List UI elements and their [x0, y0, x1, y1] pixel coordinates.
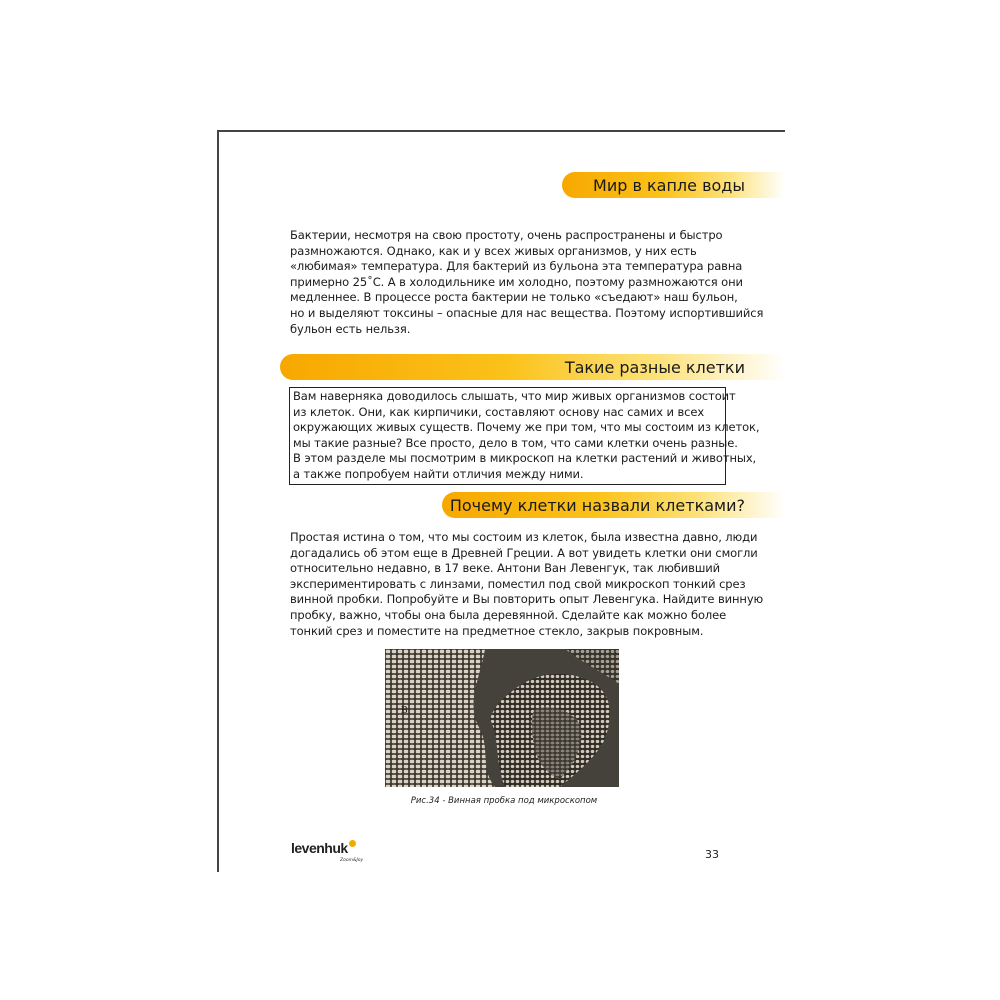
text-line: мы такие разные? Все просто, дело в том, что сами клетки очень разные.	[293, 435, 738, 450]
brand-logo	[291, 840, 356, 856]
text-line: догадались об этом еще в Древней Греции. А вот увидеть клетки они смогли	[290, 545, 758, 560]
paragraph-intro-box	[289, 387, 760, 485]
section-banner-water-drop	[562, 172, 785, 198]
logo-dot-icon	[349, 840, 356, 847]
text-line: окружающих живых существ. Почему же при том, что мы состоим из клеток,	[293, 420, 760, 435]
text-line: бульон есть нельзя.	[290, 321, 411, 336]
paragraph-why-cells	[290, 530, 763, 639]
section-banner-different-cells	[280, 354, 785, 380]
text-line: «любимая» температура. Для бактерий из бульона эта температура равна	[290, 259, 743, 274]
logo-tagline: Zoom&Joy	[340, 858, 364, 863]
text-line: Бактерии, несмотря на свою простоту, очень распространены и быстро	[290, 228, 723, 242]
document-page	[217, 130, 785, 872]
text-line: медленнее. В процессе роста бактерии не только «съедают» наш бульон,	[290, 290, 738, 305]
logo-text: levenhuk	[291, 840, 348, 856]
text-line: Вам наверняка доводилось слышать, что мир живых организмов состоит	[293, 389, 736, 403]
text-line: относительно недавно, в 17 веке. Антони Ван Левенгук, так любивший	[290, 561, 721, 576]
page-number: 33	[705, 848, 719, 861]
section-title-why-cells: Почему клетки назвали клетками?	[449, 495, 745, 515]
paragraph-bacteria	[290, 228, 763, 337]
cork-microscope-image	[385, 649, 619, 787]
text-line: примерно 25˚С. А в холодильнике им холодно, поэтому размножаются они	[290, 274, 743, 289]
text-line: винной пробки. Попробуйте и Вы повторить опыт Левенгука. Найдите винную	[290, 592, 764, 607]
cork-cells-illustration	[385, 649, 619, 787]
section-title-water-drop: Мир в капле воды	[593, 175, 745, 195]
text-line: Простая истина о том, что мы состоим из клеток, была известна давно, люди	[290, 530, 758, 544]
figure-caption: Рис.34 - Винная пробка под микроскопом	[410, 796, 598, 806]
figure-label: B	[401, 706, 408, 716]
text-line: из клеток. Они, как кирпичики, составляют основу нас самих и всех	[293, 404, 705, 419]
text-line: В этом разделе мы посмотрим в микроскоп на клетки растений и животных,	[293, 451, 757, 466]
section-title-different-cells: Такие разные клетки	[564, 357, 745, 377]
text-line: но и выделяют токсины – опасные для нас вещества. Поэтому испортившийся	[290, 305, 764, 320]
text-line: размножаются. Однако, как и у всех живых организмов, у них есть	[290, 243, 697, 258]
text-line: экспериментировать с линзами, поместил под свой микроскоп тонкий срез	[290, 576, 746, 591]
text-line: тонкий срез и поместите на предметное стекло, закрыв покровным.	[290, 623, 704, 638]
section-banner-why-cells	[442, 492, 785, 518]
text-line: пробку, важно, чтобы она была деревянной. Сделайте как можно более	[290, 607, 727, 622]
text-line: а также попробуем найти отличия между ними.	[293, 466, 584, 481]
